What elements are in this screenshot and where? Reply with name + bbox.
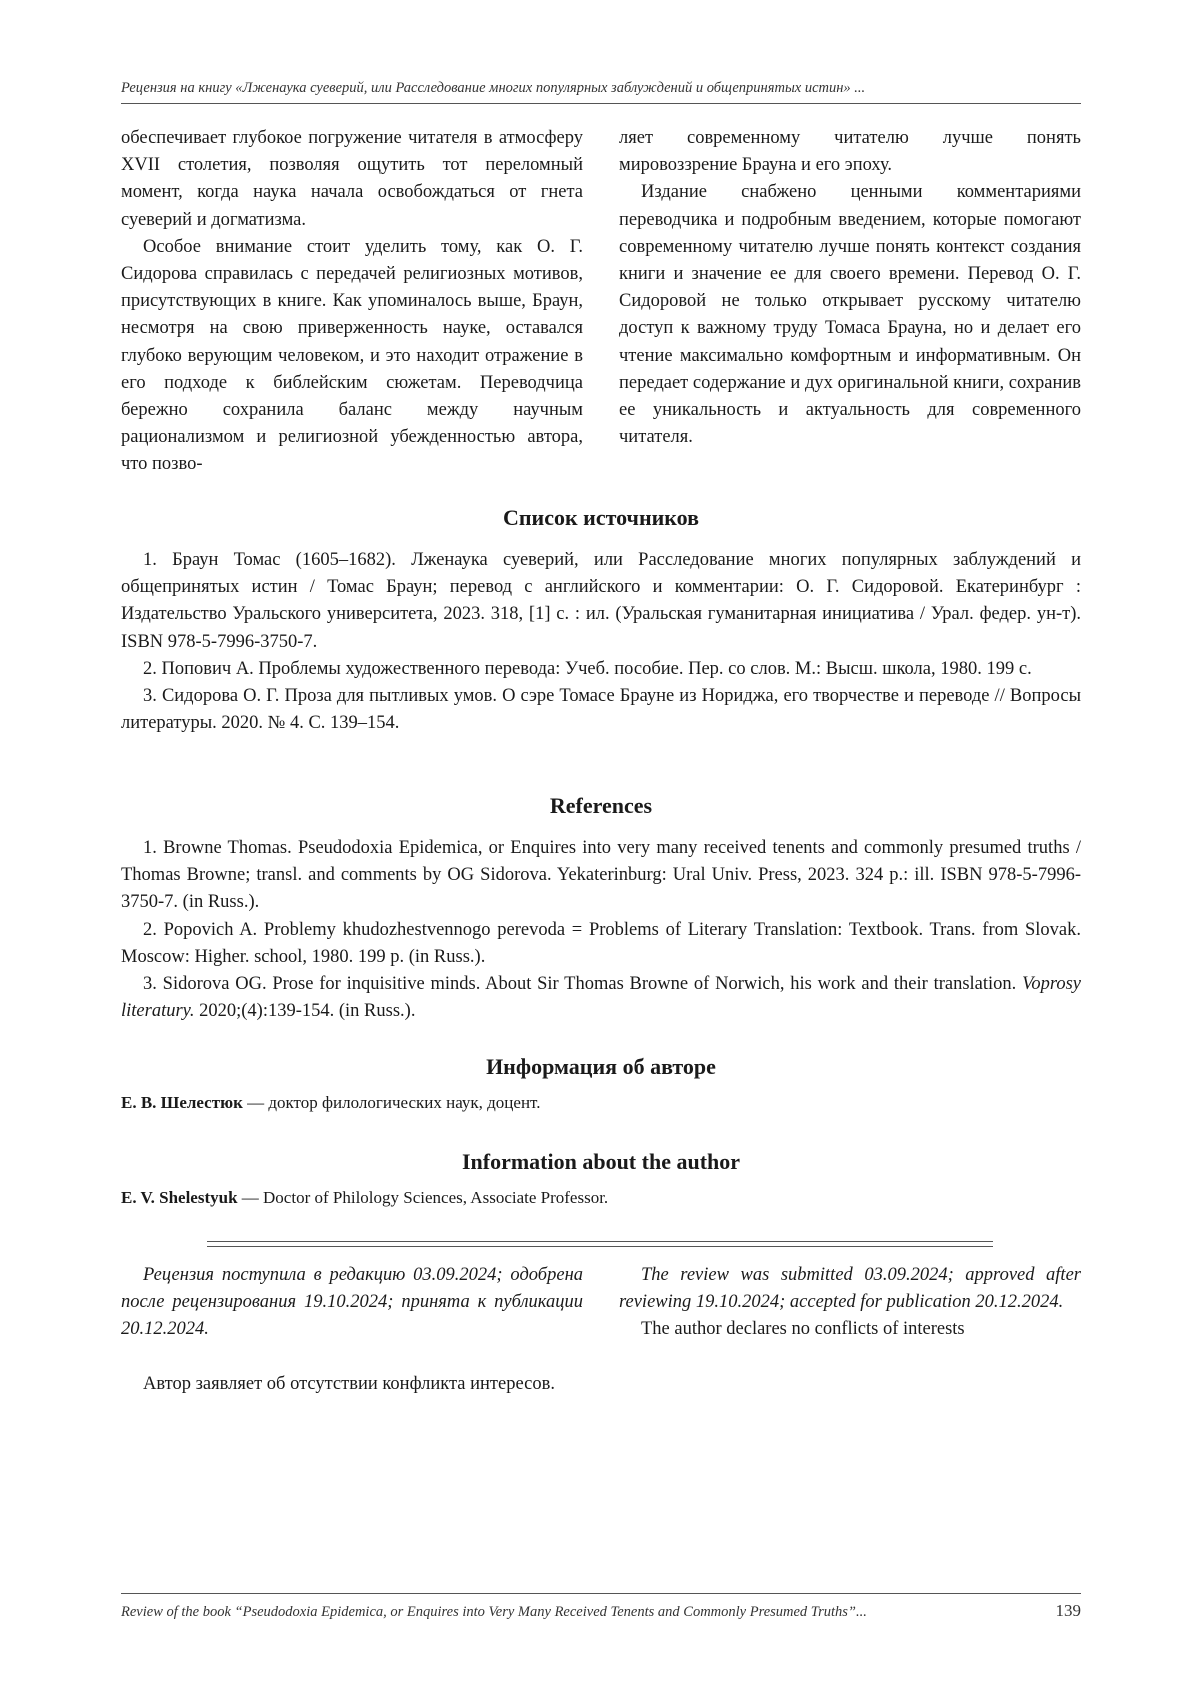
submission-dates: Рецензия поступила в редакцию 03.09.2024; одобрена после рецензирования 19.10.2024; принята к публикации 20.12.2024. (121, 1265, 583, 1340)
footer-rule (121, 1593, 1081, 1594)
author-info-en-title: Information about the author (461, 1149, 741, 1174)
section-divider (207, 1241, 993, 1247)
header-rule (121, 103, 1081, 104)
author-name: Е. В. Шелестюк (121, 1093, 243, 1112)
reference-item: 2. Popovich A. Problemy khudozhestvennogo perevoda = Problems of Literary Translation: Textbook. Trans. from Slovak. Moscow: Higher. school, 1980. 199 p. (in Russ.). (121, 919, 1081, 967)
body-right-column (619, 125, 1081, 451)
submission-note-ru (121, 1262, 583, 1398)
body-paragraph: Особое внимание стоит уделить тому, как О. Г. Сидорова справилась с передачей религиозных мотивов, присутствующих в книге. Как упоминалось выше, Браун, несмотря на свою приверженность науке, оставался глубоко верующим человеком, и это находит отражение в его подходе к библейским сюжетам. Переводчица бережно сохранила баланс между научным рационализмом и религиозной убежденностью автора, что позво- (121, 236, 583, 475)
author-info-ru (121, 1091, 1081, 1115)
author-details: — Doctor of Philology Sciences, Associate Professor. (237, 1188, 609, 1207)
page-number: 139 (1055, 1601, 1081, 1620)
author-info-ru-title: Информация об авторе (486, 1054, 716, 1079)
submission-dates: The review was submitted 03.09.2024; approved after reviewing 19.10.2024; accepted for publication 20.12.2024. (619, 1265, 1081, 1313)
running-footer: Review of the book “Pseudodoxia Epidemica, or Enquires into Very Many Received Tenents and Commonly Presumed Truths”... (121, 1604, 867, 1620)
references-list (121, 835, 1081, 1025)
source-item: 2. Попович А. Проблемы художественного перевода: Учеб. пособие. Пер. со слов. М.: Высш. школа, 1980. 199 с. (143, 658, 1032, 679)
reference-text: 3. Sidorova OG. Prose for inquisitive minds. About Sir Thomas Browne of Norwich, his work and their translation. (143, 974, 1023, 995)
body-left-column (121, 125, 583, 479)
body-paragraph: обеспечивает глубокое погружение читателя в атмосферу XVII столетия, позволяя ощутить тот переломный момент, когда наука начала освобождаться от гнета суеверий и догматизма. (121, 128, 583, 230)
body-paragraph: Издание снабжено ценными комментариями переводчика и подробным введением, которые помогают современному читателю лучше понять контекст создания книги и значение ее для своего времени. Перевод О. Г. Сидоровой не только открывает русскому читателю доступ к важному труду Томаса Брауна, но и делает его чтение максимально комфортным и информативным. Он передает содержание и дух оригинальной книги, сохранив ее уникальность и актуальность для современного читателя. (619, 182, 1081, 448)
running-header: Рецензия на книгу «Лженаука суеверий, или Расследование многих популярных заблуждений и общепринятых истин» ... (121, 80, 866, 96)
conflict-statement: Автор заявляет об отсутствии конфликта интересов. (143, 1373, 555, 1394)
journal-title: Voprosy literatury. (121, 974, 1081, 1022)
source-item: 3. Сидорова О. Г. Проза для пытливых умов. О сэре Томасе Брауне из Нориджа, его творчестве и переводе // Вопросы литературы. 2020. № 4. С. 139–154. (121, 686, 1081, 734)
author-info-en (121, 1186, 1081, 1210)
source-item: 1. Браун Томас (1605–1682). Лженаука суеверий, или Расследование многих популярных заблуждений и общепринятых истин / Томас Браун; перевод с английского и комментарии: О. Г. Сидоровой. Екатеринбург : Издательство Уральского университета, 2023. 318, [1] с. : ил. (Уральская гуманитарная инициатива / Урал. федер. ун-т). ISBN 978-5-7996-3750-7. (121, 550, 1081, 652)
body-paragraph: ляет современному читателю лучше понять мировоззрение Брауна и его эпоху. (619, 128, 1081, 176)
references-title: References (549, 793, 653, 818)
reference-text: 2020;(4):139-154. (in Russ.). (194, 1001, 416, 1022)
submission-note-en (619, 1262, 1081, 1344)
author-details: — доктор филологических наук, доцент. (242, 1093, 541, 1112)
sources-list (121, 547, 1081, 737)
reference-item (121, 971, 1081, 1025)
conflict-statement: The author declares no conflicts of interests (641, 1319, 965, 1340)
author-name: E. V. Shelestyuk (121, 1188, 238, 1207)
sources-title: Список источников (502, 505, 700, 530)
reference-item: 1. Browne Thomas. Pseudodoxia Epidemica, or Enquires into very many received tenents and commonly presumed truths / Thomas Browne; transl. and comments by OG Sidorova. Yekaterinburg: Ural Univ. Press, 2023. 324 p.: ill. ISBN 978-5-7996-3750-7. (in Russ.). (121, 838, 1081, 913)
